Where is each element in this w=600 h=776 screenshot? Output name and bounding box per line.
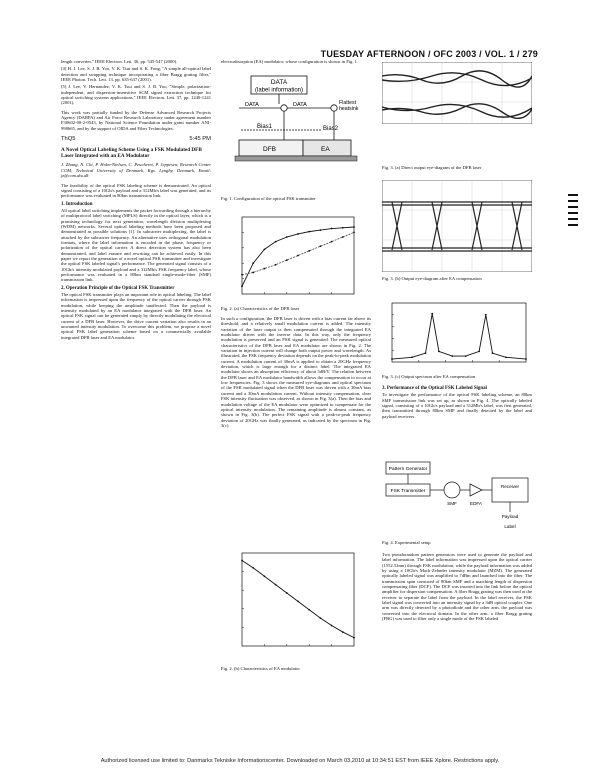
data-point — [438, 350, 440, 352]
column-2-body — [221, 316, 371, 516]
box-label-line1: DATA — [270, 79, 288, 86]
figure-3a — [382, 62, 532, 124]
data-point — [286, 259, 288, 261]
running-head: TUESDAY AFTERNOON / OFC 2003 / VOL. 1 / 279 — [320, 49, 538, 59]
bias2-label: Bias2 — [323, 126, 339, 132]
pattern-generator-label: Pattern Generator — [388, 467, 428, 472]
series-line-absorption — [242, 560, 354, 637]
data-point — [485, 314, 487, 316]
column-1 — [61, 59, 211, 342]
section-1-heading: 1. Introduction — [61, 201, 93, 207]
reference-3-tail: length converter," IEEE Electron. Lett. 36, pp. 545-547 (2000). — [61, 59, 178, 64]
data-point — [297, 233, 299, 235]
chart-frame — [392, 303, 526, 362]
acknowledgement: This work was partially funded by the Defense Advanced Research Projects Agency (DARPA) and Air Force Research Laboratory under agreement number F30602-00-2-0543, by National Science Foundation under grant number ANI-998665, and by the support of OIDA and Fiber Technologies. — [61, 109, 211, 131]
combiner-symbol-1 — [281, 105, 287, 111]
figure-1-caption: Fig. 1. Configuration of the optical FSK transmitter — [221, 196, 316, 201]
figure-1-diagram — [221, 74, 371, 184]
data-point — [492, 352, 494, 354]
data-point — [342, 227, 344, 229]
data-point — [320, 229, 322, 231]
reference-4: [4] H. J. Lee, S. J. B. Yoo, V. K. Tsui and S. K. Fong, "A simple all-optical label detection and swapping technique incorporating a fiber Bragg grating filter," IEEE Photon. Tech. Lett. 13, pp. 635-637 (2001). — [61, 66, 211, 83]
edfa-symbol — [470, 484, 482, 496]
figure-3a-caption: Fig. 3. (a) Direct output eye-diagram of the DFB laser — [382, 165, 482, 170]
section-2-body: The optical FSK transmitter plays an important role in optical labeling. The label information is impressed upon the frequency of the optical carrier through FSK modulation, while keeping the amplitude unaffected. Then the payload is intensity modulated by an EA modulator integrated with the DFB laser. An optical FSK signal can be generated simply by directly modulating the electrical current of a DFB laser. However, the drive current variation also results in an unwanted intensity modulation. To overcome this problem, we propose a novel optical FSK label generation scheme based on a commercially available integrated DFB laser and EA modulator. — [61, 292, 211, 340]
data-point — [275, 264, 277, 266]
reference-5: [5] J. Lee, V. Hernandez, V. K. Tsui and S. J. B. Yoo, "Simple, polarization-independent, and dispersion-insensitive SCM signal extraction technique for optical switching systems applications," IEEE Electron. Lett. 37, pp. 1240-1241 (2001). — [61, 84, 211, 106]
authors: J. Zhang, N. Chi, P. Holm-Nielsen, C. Peucheret, P. Jeppesen, Research Center COM, Technical University of Denmark, Kgs. Lyngby, Denmark, Email: jz@com.dtu.dk — [61, 162, 211, 179]
column-3-body — [382, 552, 532, 750]
payload-output-label: Payload — [501, 514, 519, 519]
session-line — [61, 137, 211, 142]
margin-bars — [568, 194, 578, 226]
data-point — [297, 600, 299, 602]
bias1-label: Bias1 — [257, 124, 273, 130]
section-3-body: To investigate the performance of the optical FSK labeling scheme, an 80km SMF transmission link was set up, as shown in Fig. 4. The optically labeled signal, consisting of a 10Gb/s payload and a 312Mb/s label, was first generated, then transmitted through 80km SMF and finally detected by the label and payload receivers. — [382, 392, 532, 419]
data-point — [353, 226, 355, 228]
box-label-line2: (label information) — [254, 87, 304, 94]
col3-body: Two pseudorandom pattern generators were used to generate the payload and label information. The label information was impressed upon the optical carrier (1552.52nm) through FSK modulation, while the payload information was added by using a 10Gb/s Mach-Zehnder intensity modulator (MZM). The generated optically labeled signal was amplified to 7dBm and launched into the fiber. The transmission span consisted of 80km SMF and a matching length of dispersion compensating fiber (DCF). The DCF was inserted into the link before the optical amplifier for dispersion compensation. A fiber Bragg grating was then used at the receiver to separate the label from the payload. In the label receiver, the FSK label signal was converted into an intensity signal by a 3dB optical coupler. One arm was directly detected by a photodiode and the other arm, the payload was converted into the electrical domain. In the other arm, a fiber Bragg grating (FBG) was used to filter only a single mode of the FSK labeled — [382, 552, 532, 622]
figure-3c-caption: Fig. 3. (c) Output spectrum after EA compensation — [382, 374, 476, 379]
receiver-label: Receiver — [500, 484, 520, 489]
receiver-block — [492, 478, 528, 502]
figure-1 — [221, 74, 371, 184]
label-output-label: Label — [504, 524, 516, 529]
fiber-spool — [444, 482, 460, 498]
figure-2a-caption: Fig. 2. (a) Characteristics of the DFB laser — [221, 306, 300, 311]
data-point — [451, 355, 453, 357]
data-point — [241, 560, 243, 562]
data-point — [331, 625, 333, 627]
figure-4-setup-diagram — [382, 458, 532, 538]
data-point — [264, 248, 266, 250]
figure-3c-chart — [382, 298, 532, 372]
data2-label: DATA — [293, 102, 307, 108]
data-point — [308, 250, 310, 252]
download-footer: Authorized licensed use limited to: Danmarks Tekniske Informationscenter. Downloaded on March 03,2010 at 10:34:51 EST from IEEE Xplore. Restrictions apply. — [100, 758, 500, 764]
data-point — [353, 232, 355, 234]
data-point — [320, 617, 322, 619]
heatsink-label-1: Flattest — [339, 100, 357, 106]
col2-body: In such a configuration, the DFB laser is driven with a bias current far above its threshold, and a relatively small modulation current is added. The intensity variation of the laser output is then compensated through the integrated EA modulator driven with the inverse data. In this way, only the frequency modulation is preserved and an FSK signal is generated. The measured optical characteristics of the DFB laser and EA modulator are shown in Fig. 2. The variation in injection current will change both output power and wavelength. As illustrated, the FSK frequency deviation depends on the peak-to-peak modulation current. A modulation current of 30mA is applied to obtain a 20GHz frequency deviation, which is large enough for a distinct label. The integrated EA modulator shows an absorption efficiency of about 5dB/V. The relation between the DFB laser and EA modulator bandwidth allows the compensation to occur at low frequencies. Fig. 3 shows the measured eye-diagrams and optical spectrum of the FSK modulated signal when the DFB laser was driven with a 30mA bias current and a 30mA modulation current. Without intensity compensation, clear FSK intensity fluctuation was observed, as shown in Fig. 3(a). Then the bias and modulation voltage of the EA modulator were optimized to compensate for the optical intensity modulation. The remaining amplitude is almost constant, as shown in Fig. 3(b). The perfect FSK signal with a peak-to-peak frequency deviation of 20GHz was finally generated, as indicated by the spectrum in Fig. 3(c). — [221, 316, 371, 428]
margin-tab-mark — [566, 190, 580, 250]
figure-2b-caption: Fig. 2. (b) Characteristics of EA modulator — [221, 666, 300, 671]
ea-label: EA — [321, 146, 330, 153]
series-line-curve-1 — [242, 227, 354, 286]
data-point — [342, 631, 344, 633]
data-point — [264, 268, 266, 270]
col2-top-text: electroabsorption (EA) modulator, whose configuration is shown in Fig. 1. — [221, 59, 359, 64]
data-point — [252, 567, 254, 569]
data-point — [320, 245, 322, 247]
paper-id: ThQ5 — [61, 136, 76, 143]
figure-2b-chart — [232, 548, 360, 656]
series-line-spectrum — [392, 314, 526, 359]
figure-3b-eye-diagram — [382, 180, 532, 272]
section-2-heading: 2. Operation Principle of the Optical FSK Transmitter — [61, 285, 175, 291]
column-3-section-3 — [382, 386, 532, 421]
heatsink-label-2: heatsink — [339, 106, 359, 112]
heatsink-plate — [235, 156, 357, 161]
figure-3a-eye-diagram — [382, 62, 532, 124]
smf-label: SMF — [447, 501, 457, 506]
data-point — [308, 231, 310, 233]
data-point — [411, 356, 413, 358]
edfa-label: EDFA — [470, 501, 482, 506]
section-3-heading: 3. Performance of the Optical FSK Labeled Signal — [382, 386, 487, 391]
data-point — [308, 609, 310, 611]
data-point — [264, 575, 266, 577]
figure-4 — [382, 458, 532, 538]
data-point — [431, 313, 433, 315]
data-point — [391, 358, 393, 360]
combiner-symbol-2 — [331, 105, 337, 111]
data-point — [286, 592, 288, 594]
data-point — [505, 356, 507, 358]
data-point — [241, 274, 243, 276]
figure-3b — [382, 180, 532, 272]
eye-frame-b — [382, 180, 532, 272]
figure-2a-chart — [232, 212, 360, 304]
dfb-label: DFB — [263, 146, 276, 153]
data-point — [353, 637, 355, 639]
series-line-curve-2 — [242, 232, 354, 274]
session-time: 5:45 PM — [189, 136, 211, 143]
data-point — [275, 584, 277, 586]
eye-frame-a — [382, 62, 532, 124]
data-point — [252, 262, 254, 264]
column-2-top-text — [221, 59, 371, 73]
abstract: The feasibility of the optical FSK labeling scheme is demonstrated. An optical signal consisting of a 10Gb/s payload and a 312Mb/s label was generated, and its performance was evaluated in 80km transmission link. — [61, 182, 211, 199]
figure-2b — [232, 548, 360, 656]
data-point — [331, 228, 333, 230]
data-point — [286, 236, 288, 238]
data-point — [297, 255, 299, 257]
section-1-body: All optical label switching implements the packet forwarding through a hierarchy of multiprotocol label switching (MPLS) directly in the optical layer, which is a promising technology for next generation, wavelength division multiplexing (WDM) networks. Several optical labeling methods have been proposed and demonstrated as possible solutions [1]. In subcarrier multiplexing, the label is attached by the subcarrier frequency. An alternative uses orthogonal modulation formats, where the label information is encoded in the phase, frequency or polarization of the optical carrier. A direct detection system has also been demonstrated, and label erasure and rewriting can be achieved easily. In this paper we report the generation of a novel optical FSK transmitter and investigate the optical FSK labeled signal's performance. The generated signal consists of a 10Gb/s intensity modulated payload and a 312Mb/s FSK frequency label, whose performance was evaluated in a 80km standard single-mode-fiber (SMF) transmission link. — [61, 207, 211, 283]
data-point — [275, 241, 277, 243]
data-point — [241, 285, 243, 287]
data-point — [525, 358, 527, 360]
figure-2a — [232, 212, 360, 304]
chart-frame — [242, 553, 354, 646]
data-point — [478, 350, 480, 352]
data-point — [342, 236, 344, 238]
data-point — [425, 352, 427, 354]
figure-3b-caption: Fig. 3. (b) Output eye-diagram after EA compensation — [382, 276, 482, 281]
data-point — [252, 272, 254, 274]
paper-title: A Novel Optical Labeling Scheme Using a FSK Modulated DFB Laser Integrated with an EA Modulator — [61, 147, 202, 160]
data-point — [331, 241, 333, 243]
data1-label: DATA — [245, 102, 259, 108]
figure-4-caption: Fig. 4. Experimental setup — [382, 540, 431, 545]
fsk-transmitter-label: FSK Transmitter — [390, 489, 426, 494]
figure-3c — [382, 298, 532, 372]
data-point — [465, 355, 467, 357]
